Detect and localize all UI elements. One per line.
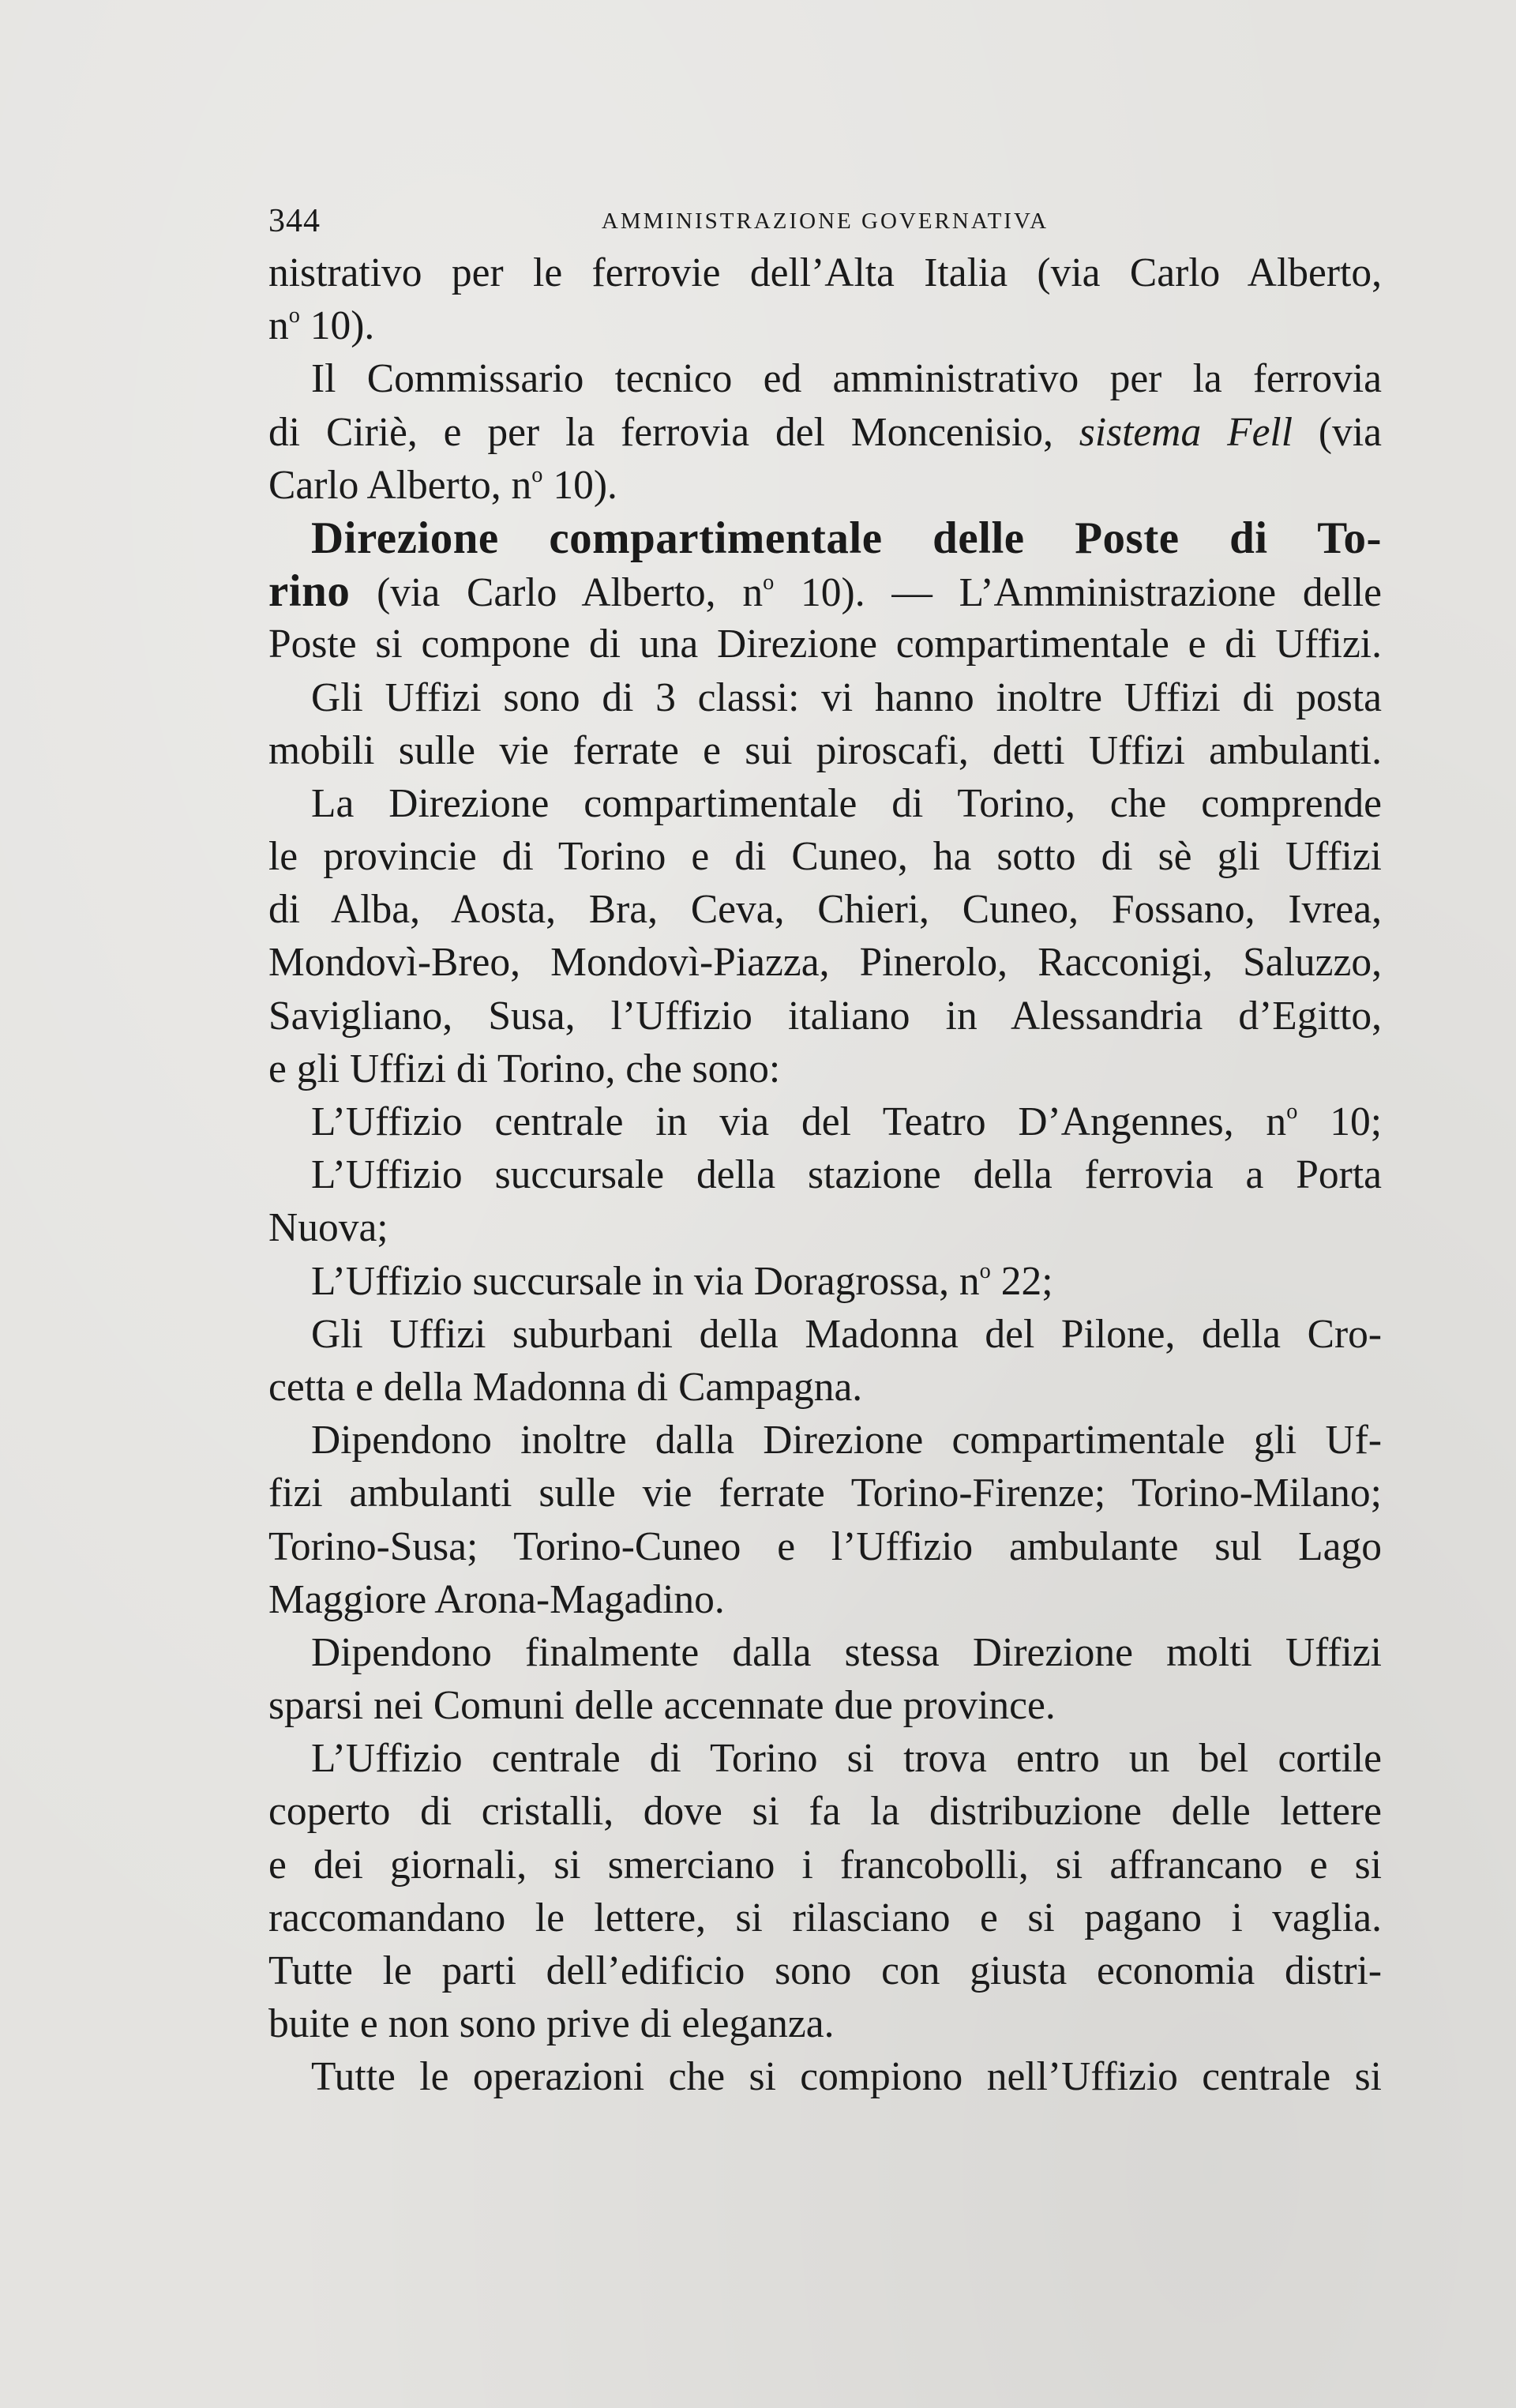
text-line: e dei giornali, si smerciano i francobolli, si affrancano e si: [268, 1842, 1382, 1888]
running-title: AMMINISTRAZIONE GOVERNATIVA: [601, 208, 1049, 234]
section-heading: Direzione compartimentale delle Poste di To-: [311, 513, 1382, 563]
text-line: cetta e della Madonna di Campagna.: [268, 1364, 863, 1410]
text-line: L’Uffizio succursale in via Doragrossa, $n^o$ 22;: [311, 1258, 1053, 1304]
text-line: raccomandano le lettere, si rilasciano e si pagano i vaglia.: [268, 1895, 1382, 1940]
body-text: [268, 246, 1382, 2104]
text-line: L’Uffizio centrale in via del Teatro D’Angennes, $n^o$ 10;: [311, 1099, 1382, 1144]
text-line: di Ciriè, e per la ferrovia del Moncenisio, sistema Fell (via: [268, 409, 1382, 455]
text-line: Savigliano, Susa, l’Uffizio italiano in Alessandria d’Egitto,: [268, 993, 1382, 1039]
text-line: mobili sulle vie ferrate e sui piroscafi, detti Uffizi ambulanti.: [268, 727, 1382, 773]
italic-term: sistema Fell: [1079, 409, 1293, 455]
text-line: sparsi nei Comuni delle accennate due province.: [268, 1683, 1056, 1729]
running-header: [268, 188, 1382, 246]
page-text-block: [268, 188, 1382, 2104]
text-line: di Alba, Aosta, Bra, Ceva, Chieri, Cuneo, Fossano, Ivrea,: [268, 887, 1382, 933]
text-line: coperto di cristalli, dove si fa la distribuzione delle lettere: [268, 1789, 1382, 1835]
text-line: fizi ambulanti sulle vie ferrate Torino-Firenze; Torino-Milano;: [268, 1471, 1382, 1516]
text-line: Dipendono finalmente dalla stessa Direzione molti Uffizi: [311, 1629, 1382, 1675]
text-line: Nuova;: [268, 1205, 388, 1251]
text-line: e gli Uffizi di Torino, che sono:: [268, 1046, 781, 1091]
text-line: $n^o$ 10).: [268, 302, 375, 349]
text-line: Il Commissario tecnico ed amministrativo per la ferrovia: [311, 356, 1382, 402]
text-line: La Direzione compartimentale di Torino, che comprende: [311, 780, 1382, 826]
text-line: Maggiore Arona-Magadino.: [268, 1576, 725, 1622]
page-number: 344: [268, 203, 321, 239]
text-line: Gli Uffizi suburbani della Madonna del Pilone, della Cro-: [311, 1311, 1382, 1357]
text-line: L’Uffizio centrale di Torino si trova entro un bel cortile: [311, 1736, 1382, 1782]
text-line: nistrativo per le ferrovie dell’Alta Italia (via Carlo Alberto,: [268, 250, 1382, 295]
text-line: Tutte le operazioni che si compiono nell’Uffizio centrale si: [311, 2054, 1382, 2100]
text-line: Dipendono inoltre dalla Direzione compartimentale gli Uf-: [311, 1418, 1382, 1463]
text-line: Poste si compone di una Direzione compartimentale e di Uffizi.: [268, 622, 1382, 667]
text-line: Torino-Susa; Torino-Cuneo e l’Uffizio ambulante sul Lago: [268, 1523, 1382, 1569]
text-line: buite e non sono prive di eleganza.: [268, 2001, 835, 2047]
text-line: L’Uffizio succursale della stazione della ferrovia a Porta: [311, 1152, 1382, 1198]
text-line: le provincie di Torino e di Cuneo, ha sotto di sè gli Uffizi: [268, 834, 1382, 880]
section-heading-line: [268, 512, 1382, 565]
text-line: Mondovì-Breo, Mondovì-Piazza, Pinerolo, Racconigi, Saluzzo,: [268, 940, 1382, 986]
section-heading-end: rino: [268, 566, 351, 617]
text-line: Tutte le parti dell’edificio sono con giusta economia distri-: [268, 1948, 1382, 1993]
text-line: Carlo Alberto, $n^o$ 10).: [268, 462, 617, 508]
text-line: rino (via Carlo Alberto, $n^o$ 10). — L’Amministrazione delle: [268, 566, 1382, 617]
text-line: Gli Uffizi sono di 3 classi: vi hanno inoltre Uffizi di posta: [311, 674, 1382, 720]
